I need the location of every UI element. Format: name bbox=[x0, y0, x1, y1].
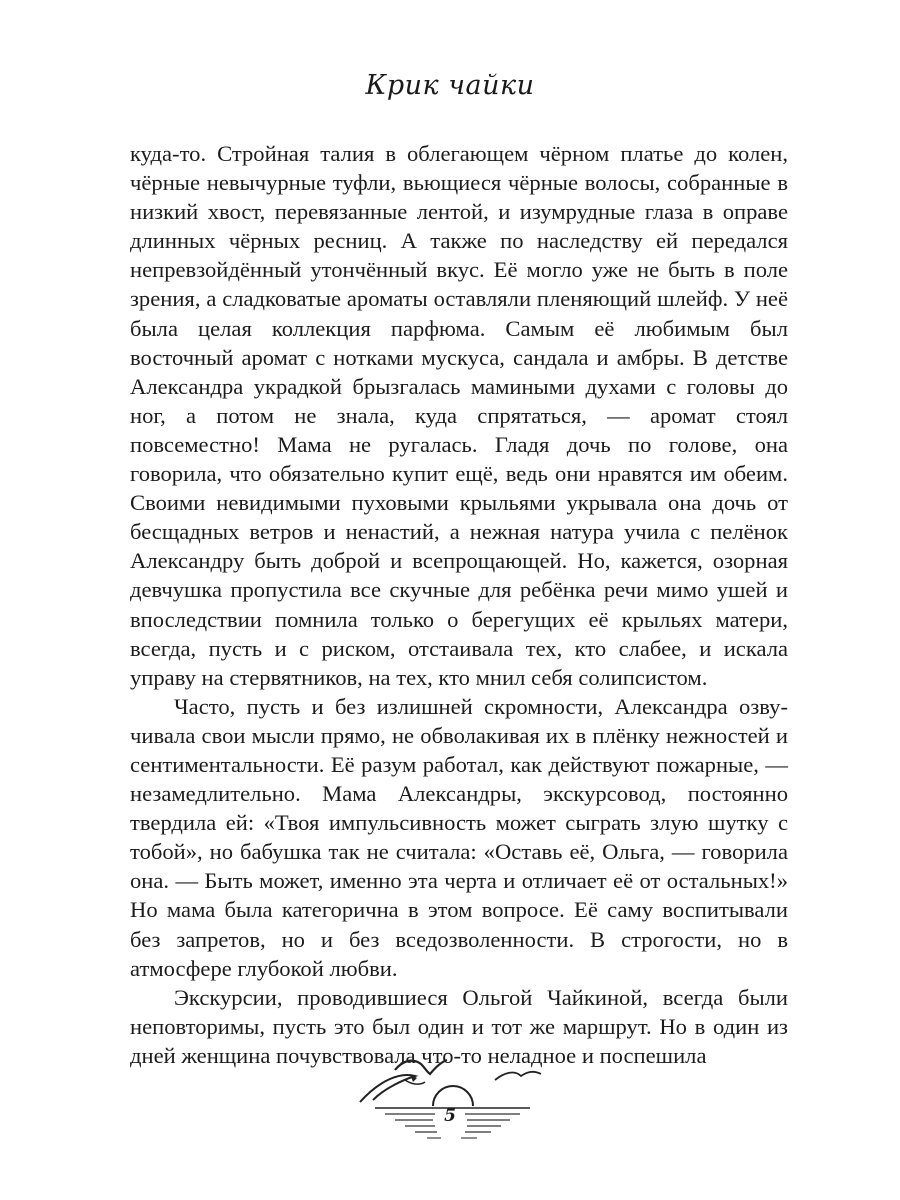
paragraph: куда-то. Стройная талия в облегающем чёрном платье до колен, чёрные невычурные туфли, вьющиеся чёрные волосы, собранные в низкий хвост, перевязанные лентой, и изумрудные глаза в оправе длинных чёрных ресниц. А также по наследству ей передался непревзойдённый утончённый вкус. Её могло уже не быть в поле зрения, а сладковатые ароматы оставляли пленяющий шлейф. У неё была целая коллекция парфюма. Самым её любимым был восточный аромат с нотками мускуса, сандала и амбры. В детстве Александра украдкой брызгалась мамиными духами с головы до ног, а потом не знала, куда спрятаться, — аромат стоял повсеместно! Мама не ругалась. Гладя дочь по голове, она говорила, что обязательно купит ещё, ведь они нравятся им обеим. Своими невидимыми пуховыми крыльями укрывала она дочь от бесщадных ветров и ненастий, а нежная натура учила с пелёнок Александру быть доброй и всепрощающей. Но, кажется, озорная девчушка пропустила все скучные для ребёнка речи мимо ушей и впоследствии помнила только о берегущих её крыльях матери, всегда, пусть и с риском, отстаивала тех, кто слабее, и искала управу на стервятников, на тех, кто мнил себя солипсистом. bbox=[130, 141, 788, 690]
running-title: Крик чайки bbox=[365, 70, 535, 101]
body-text bbox=[130, 139, 788, 1070]
paragraph: Часто, пусть и без излишней скромности, Александра озвучивала свои мысли прямо, не обволакивая их в плёнку нежностей и сентиментальности. Её разум работал, как действуют пожарные, — незамедлительно. Мама Александры, экскурсовод, постоянно твердила ей: «Твоя импульсивность может сыграть злую шутку с тобой», но бабушка так не считала: «Оставь её, Ольга, — говорила она. — Быть может, именно эта черта и отличает её от остальных!» Но мама была категорична в этом вопросе. Её саму воспитывали без запретов, но и без вседозволенности. В строгости, но в атмосфере глубокой любви. bbox=[130, 693, 788, 981]
page-number: 5 bbox=[444, 1106, 456, 1126]
seagulls-sunset-icon bbox=[355, 1050, 545, 1150]
paragraph: Экскурсии, проводившиеся Ольгой Чайкиной, всегда были неповторимы, пусть это был один и тот же маршрут. Но в один из дней женщина почувствовала что-то неладное и поспешила bbox=[130, 984, 788, 1068]
